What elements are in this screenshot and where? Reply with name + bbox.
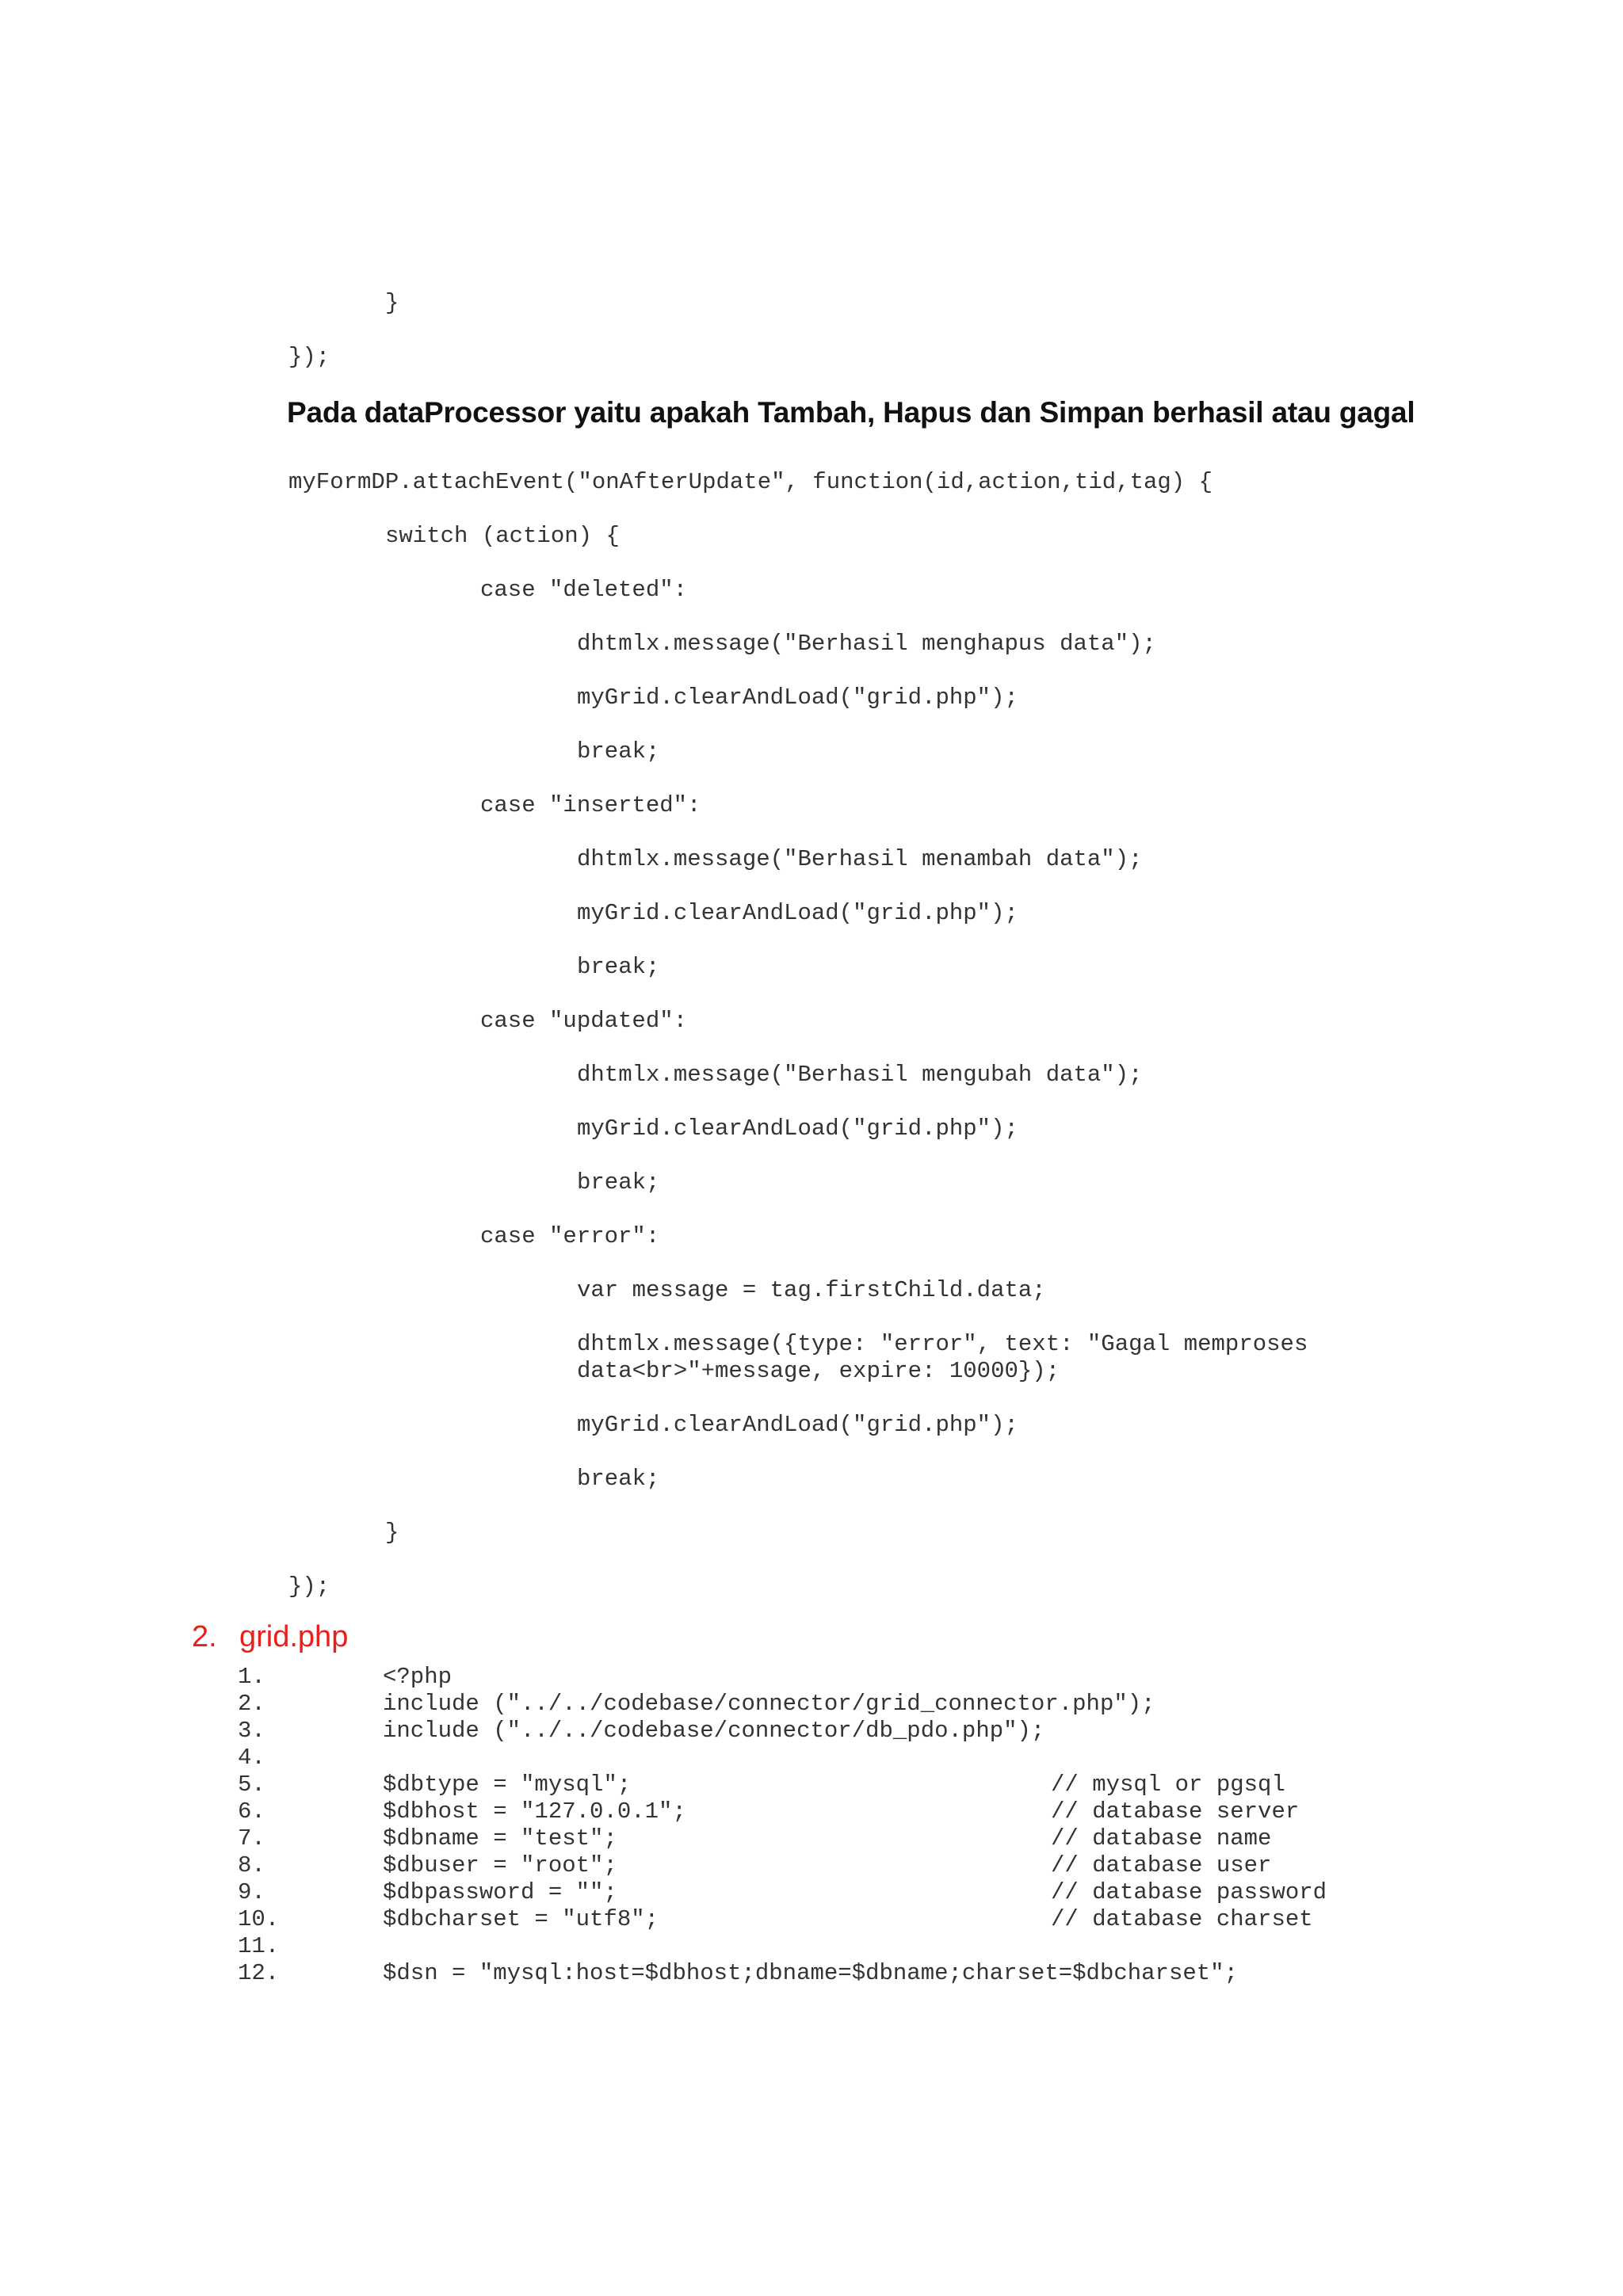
line-comment: // database password [1051,1879,1327,1905]
line-code: include ("../../codebase/connector/db_pdo.php"); [383,1718,1045,1744]
code-line: break; [577,738,660,765]
section-title [192,1620,348,1654]
listing-row [238,1718,1327,1745]
code-line: break; [577,954,660,980]
line-number: 1. [238,1664,265,1690]
line-comment: // mysql or pgsql [1051,1772,1285,1798]
code-line: myGrid.clearAndLoad("grid.php"); [577,1412,1018,1438]
section-heading: Pada dataProcessor yaitu apakah Tambah, Hapus dan Simpan berhasil atau gagal [287,396,1415,429]
code-line: case "deleted": [480,577,688,603]
line-code [383,1745,1051,1772]
line-comment: // database charset [1051,1906,1313,1932]
code-line: myGrid.clearAndLoad("grid.php"); [577,685,1018,711]
code-line: myGrid.clearAndLoad("grid.php"); [577,900,1018,926]
listing-row [238,1798,1327,1825]
code-line: dhtmlx.message("Berhasil mengubah data"); [577,1062,1143,1088]
listing-row [238,1852,1327,1879]
code-line: dhtmlx.message({type: "error", text: "Gagal memproses [577,1331,1308,1357]
line-comment: // database server [1051,1798,1300,1825]
line-number: 9. [238,1879,265,1905]
line-code: $dbpassword = ""; [383,1879,617,1905]
line-number: 10. [238,1906,280,1932]
line-code: $dsn = "mysql:host=$dbhost;dbname=$dbname;charset=$dbcharset"; [383,1960,1238,1986]
code-line: data<br>"+message, expire: 10000}); [577,1358,1060,1384]
code-line: } [385,290,399,316]
line-number: 4. [238,1745,265,1771]
section-title-text: grid.php [239,1620,349,1653]
listing-row [238,1879,1327,1906]
code-line: case "inserted": [480,792,701,818]
code-line: myFormDP.attachEvent("onAfterUpdate", function(id,action,tid,tag) { [288,469,1212,495]
line-number: 2. [238,1691,265,1717]
line-code: $dbuser = "root"; [383,1852,617,1878]
line-number: 7. [238,1825,265,1852]
code-line: break; [577,1466,660,1492]
line-code: $dbcharset = "utf8"; [383,1906,659,1932]
listing-row [238,1933,1327,1960]
listing-row [238,1664,1327,1691]
code-line: var message = tag.firstChild.data; [577,1277,1046,1303]
line-code: <?php [383,1664,453,1690]
line-number: 5. [238,1772,265,1798]
listing-row [238,1772,1327,1798]
line-number: 8. [238,1852,265,1878]
listing-row [238,1745,1327,1772]
code-line: dhtmlx.message("Berhasil menghapus data"); [577,631,1156,657]
code-line: switch (action) { [385,523,620,549]
code-line: case "error": [480,1223,660,1249]
line-number: 12. [238,1960,280,1986]
line-number: 11. [238,1933,280,1959]
section-number: 2. [192,1620,217,1653]
code-line: }); [288,344,330,370]
line-comment: // database name [1051,1825,1272,1852]
line-code: include ("../../codebase/connector/grid_connector.php"); [383,1691,1155,1717]
line-comment: // database user [1051,1852,1272,1878]
line-number: 6. [238,1798,265,1825]
listing-row [238,1906,1327,1933]
line-number: 3. [238,1718,265,1744]
line-code [383,1933,1051,1960]
code-line: case "updated": [480,1008,688,1034]
code-listing [238,1664,1327,1987]
code-line: dhtmlx.message("Berhasil menambah data"); [577,846,1143,872]
line-code: $dbhost = "127.0.0.1"; [383,1798,686,1825]
code-line: }); [288,1573,330,1600]
line-code: $dbtype = "mysql"; [383,1772,632,1798]
code-line: myGrid.clearAndLoad("grid.php"); [577,1116,1018,1142]
listing-row [238,1825,1327,1852]
listing-row [238,1691,1327,1718]
code-line: break; [577,1169,660,1196]
listing-row [238,1960,1327,1987]
code-line: } [385,1520,399,1546]
line-code: $dbname = "test"; [383,1825,617,1852]
